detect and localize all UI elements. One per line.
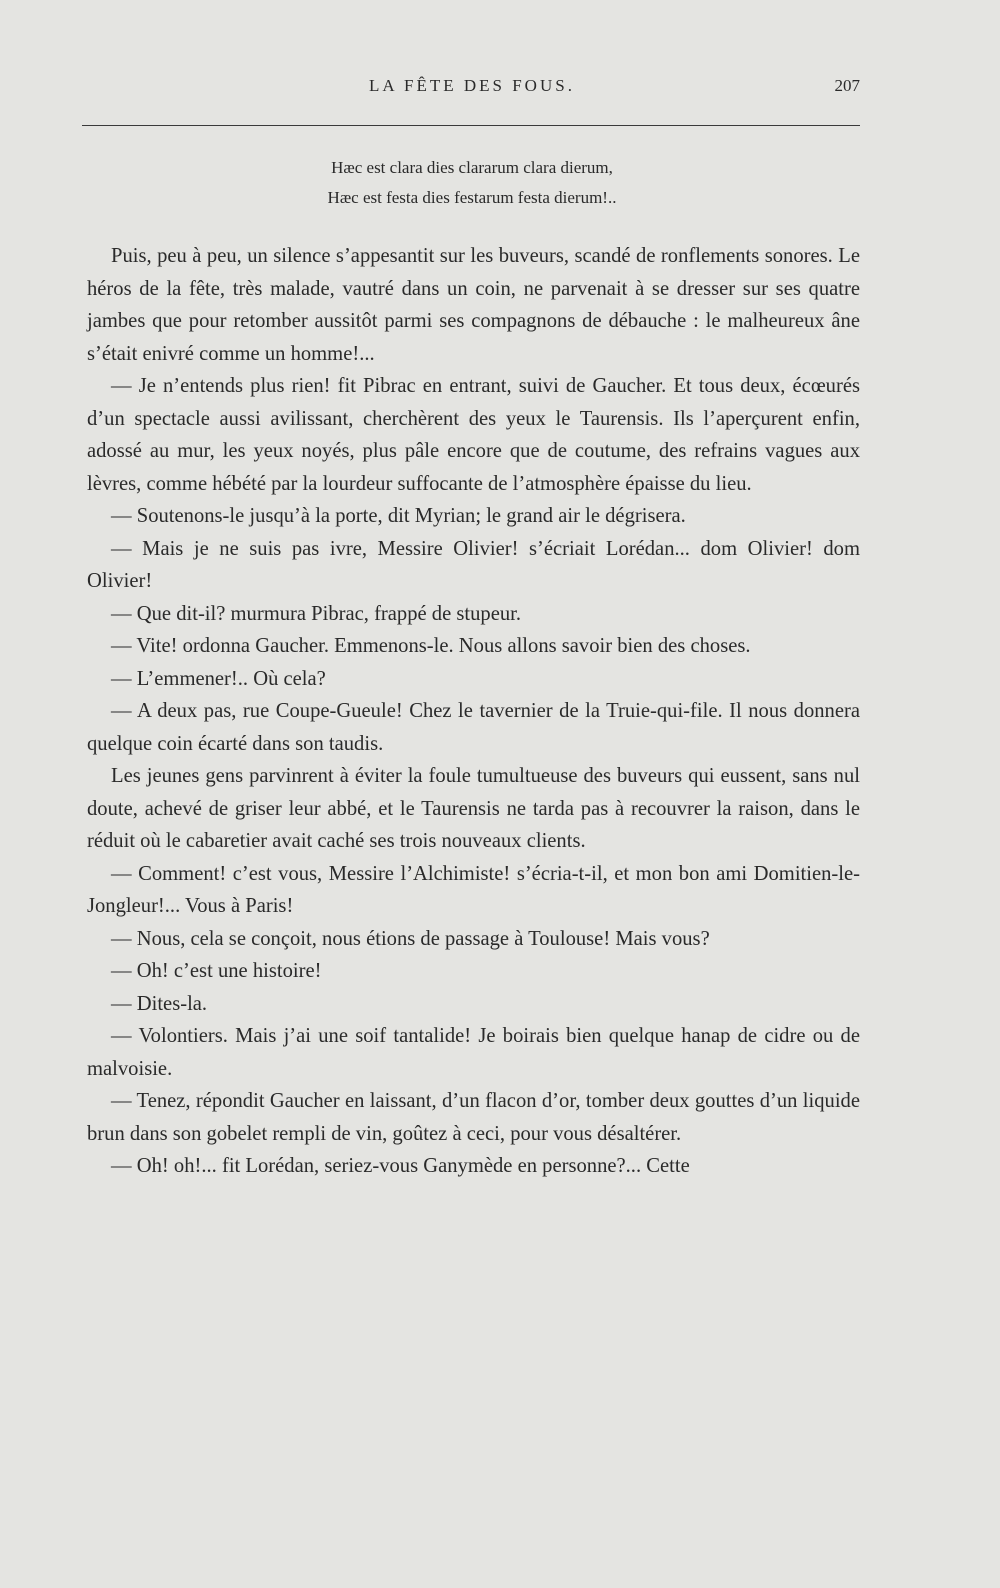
running-head <box>84 76 860 102</box>
paragraph: Puis, peu à peu, un silence s’appesantit sur les buveurs, scandé de ronflements sonores. Le héros de la fête, très malade, vautré dans un coin, ne parvenait à se dresser sur ses quatre jambes que pour retomber aussitôt parmi ses compagnons de débauche : le malheureux âne s’était enivré comme un homme!... <box>87 245 860 365</box>
paragraph: — Je n’entends plus rien! fit Pibrac en entrant, suivi de Gaucher. Et tous deux, écœurés d’un spectacle aussi avilissant, cherchèrent des yeux le Taurensis. Ils l’aperçurent enfin, adossé au mur, les yeux noyés, plus pâle encore que de coutume, des refrains vagues aux lèvres, comme hébété par la lourdeur suffocante de l’atmosphère épaisse du lieu. <box>87 375 860 495</box>
body-text <box>87 240 860 1183</box>
page-number: 207 <box>834 76 860 95</box>
paragraph: — Volontiers. Mais j’ai une soif tantalide! Je boirais bien quelque hanap de cidre ou de malvoisie. <box>87 1025 860 1080</box>
epigraph-line: Hæc est festa dies festarum festa dierum!.. <box>327 188 617 207</box>
paragraph: — L’emmener!.. Où cela? <box>111 667 326 690</box>
header-rule <box>82 125 860 126</box>
paragraph: — Oh! c’est une histoire! <box>111 960 322 982</box>
paragraph: — Oh! oh!... fit Lorédan, seriez-vous Ganymède en personne?... Cette <box>111 1155 690 1177</box>
paragraph: — A deux pas, rue Coupe-Gueule! Chez le tavernier de la Truie-qui-file. Il nous donnera quelque coin écarté dans son taudis. <box>87 700 860 755</box>
paragraph: — Dites-la. <box>111 992 208 1015</box>
epigraph-line: Hæc est clara dies clararum clara dierum, <box>331 158 613 177</box>
running-title: LA FÊTE DES FOUS. <box>369 76 575 95</box>
paragraph: — Comment! c’est vous, Messire l’Alchimiste! s’écria-t-il, et mon bon ami Domitien-le-Jongleur!... Vous à Paris! <box>87 862 860 917</box>
paragraph: Les jeunes gens parvinrent à éviter la foule tumultueuse des buveurs qui eussent, sans nul doute, achevé de griser leur abbé, et le Taurensis ne tarda pas à recouvrer la raison, dans le réduit où le cabaretier avait caché ses trois nouveaux clients. <box>87 765 860 852</box>
paragraph: — Vite! ordonna Gaucher. Emmenons-le. Nous allons savoir bien des choses. <box>111 635 751 657</box>
paragraph: — Soutenons-le jusqu’à la porte, dit Myrian; le grand air le dégrisera. <box>111 505 686 527</box>
paragraph: — Nous, cela se conçoit, nous étions de passage à Toulouse! Mais vous? <box>111 927 710 950</box>
epigraph <box>84 153 860 213</box>
paragraph: — Que dit-il? murmura Pibrac, frappé de stupeur. <box>111 602 522 625</box>
paragraph: — Mais je ne suis pas ivre, Messire Olivier! s’écriait Lorédan... dom Olivier! dom Olivier! <box>87 537 860 592</box>
paragraph: — Tenez, répondit Gaucher en laissant, d’un flacon d’or, tomber deux gouttes d’un liquide brun dans son gobelet rempli de vin, goûtez à ceci, pour vous désaltérer. <box>87 1090 860 1145</box>
